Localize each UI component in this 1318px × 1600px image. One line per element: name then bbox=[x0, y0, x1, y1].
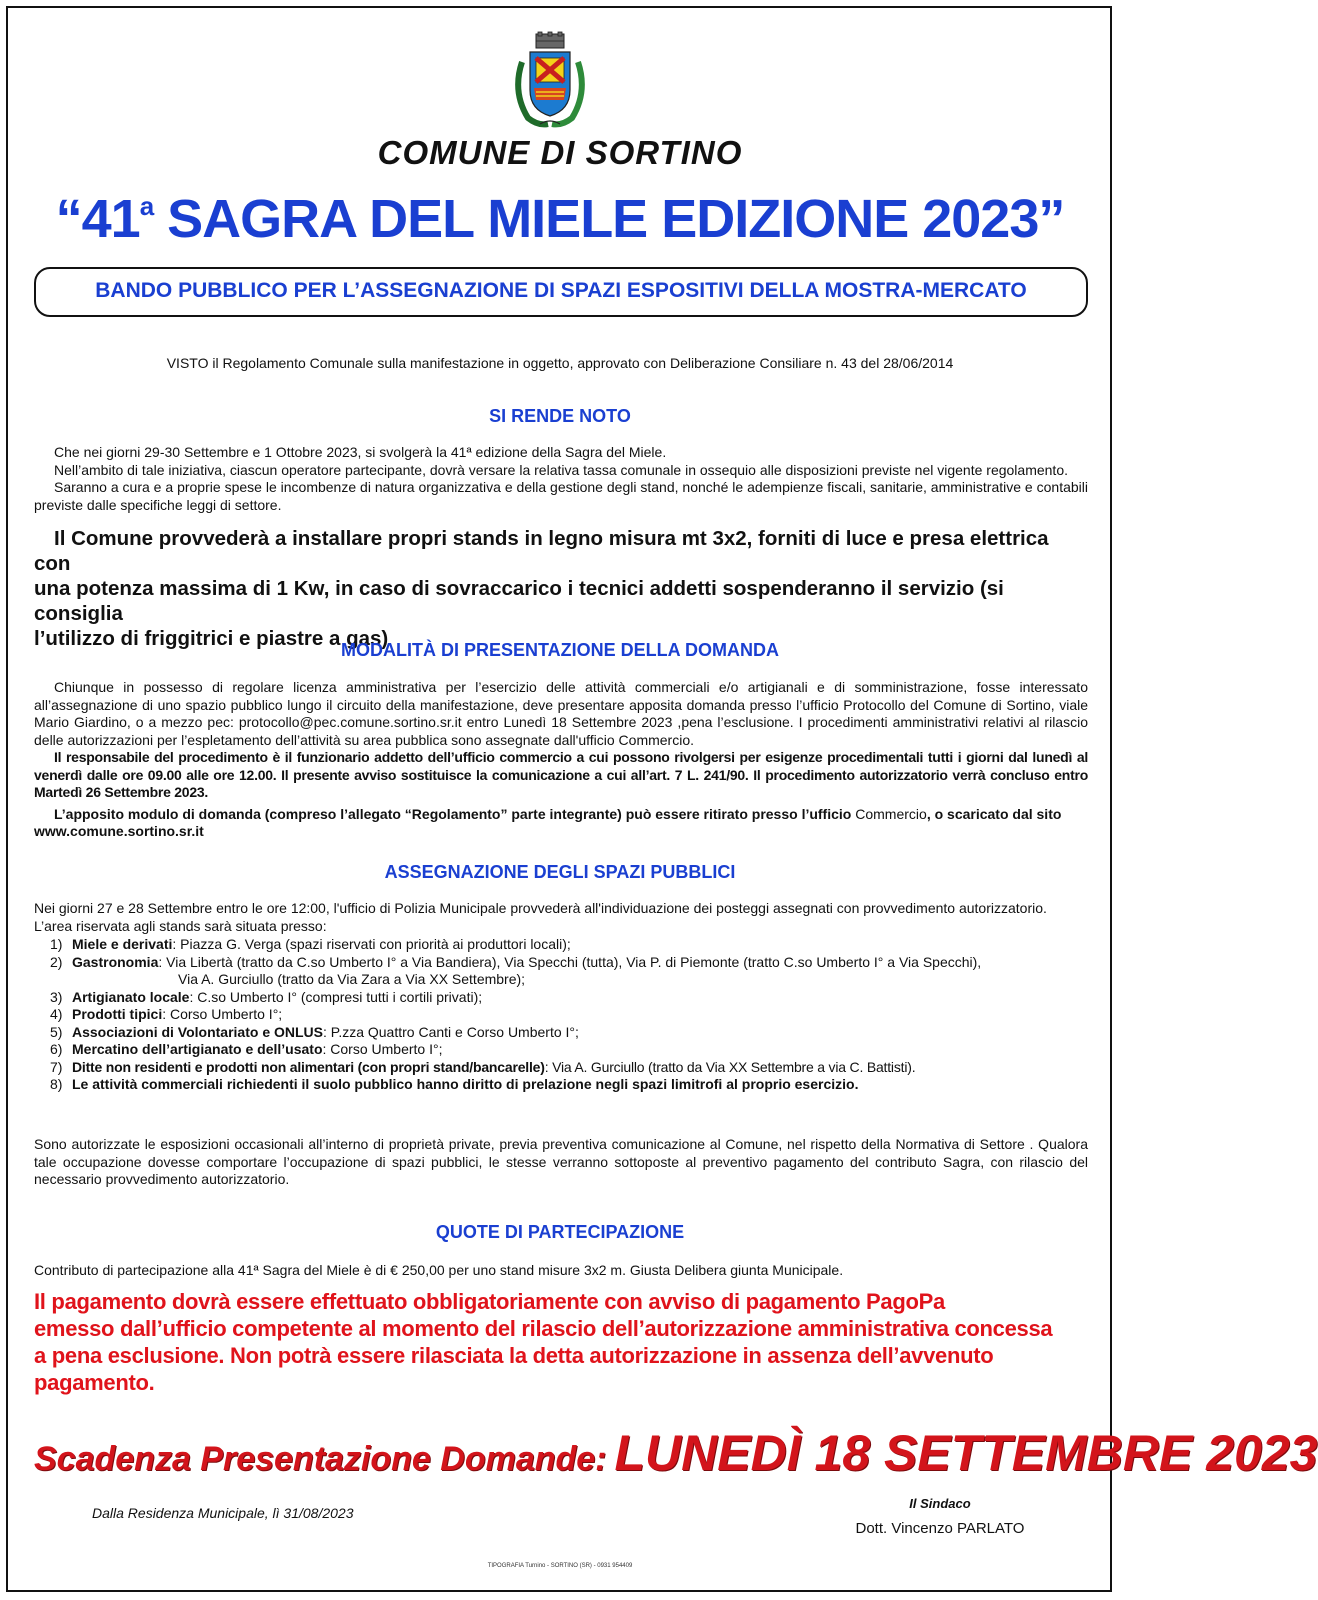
event-title: “41$^a$ SAGRA DEL MIELE EDIZIONE 2023” bbox=[55, 189, 1065, 249]
list-item: 6) Mercatino dell’artigianato e dell’usato: Corso Umberto I°; bbox=[50, 1041, 443, 1057]
payment-warning bbox=[34, 1288, 1094, 1396]
municipality-name: COMUNE DI SORTINO bbox=[377, 134, 743, 171]
paragraph: Che nei giorni 29-30 Settembre e 1 Ottobre 2023, si svolgerà la 41ª edizione della Sagra del Miele. bbox=[54, 444, 667, 460]
heading-si-rende-noto: SI RENDE NOTO bbox=[489, 406, 631, 426]
paragraph: Chiunque in possesso di regolare licenza amministrativa per l’esercizio delle attività commerciali e/o artigianali e di somministrazione, fosse interessato all’assegnazione di uno spazio pubblico lungo il circuito della manifestazione, deve presentare apposita domanda presso l’ufficio Protocollo del Comune di Sortino, viale Mario Giardino, o a mezzo pec: protocollo@pec.comune.sortino.sr.it entro Lunedì 18 Settembre 2023 ,pena l’esclusione. I procedimenti amministrativi relativi al rilascio delle autorizzazioni per l’espletamento dell’attività su area pubblica sono assegnate dall'ufficio Commercio. bbox=[34, 679, 1088, 748]
paragraph: Saranno a cura e a proprie spese le incombenze di natura organizzativa e della gestione degli stand, nonché le adempienze fiscali, sanitarie, amministrative e contabili previste dalle specifiche leggi di settore. bbox=[34, 479, 1088, 513]
place-date: Dalla Residenza Municipale, lì 31/08/2023 bbox=[92, 1505, 354, 1521]
deadline-label: Scadenza Presentazione Domande: bbox=[34, 1440, 607, 1478]
payment-warning-line: Il pagamento dovrà essere effettuato obbligatoriamente con avviso di pagamento PagoPa bbox=[34, 1289, 945, 1314]
heading-assegnazione: ASSEGNAZIONE DEGLI SPAZI PUBBLICI bbox=[384, 862, 736, 882]
contributo-text: Contributo di partecipazione alla 41ª Sagra del Miele è di € 250,00 per uno stand misure 3x2 m. Giusta Delibera giunta Municipale. bbox=[34, 1262, 844, 1278]
list-item: 4) Prodotti tipici: Corso Umberto I°; bbox=[50, 1006, 283, 1022]
paragraph: Nell’ambito di tale iniziativa, ciascun operatore partecipante, dovrà versare la relativa tassa comunale in ossequio alle disposizioni previste nel vigente regolamento. bbox=[54, 461, 1068, 478]
printer-credit: TIPOGRAFIA Turnino - SORTINO (SR) - 0931 954409 bbox=[487, 1563, 633, 1569]
section-modalita bbox=[34, 679, 1088, 841]
list-item: 3) Artigianato locale: C.so Umberto I° (compresi tutti i cortili privati); bbox=[50, 988, 483, 1005]
paragraph: Nei giorni 27 e 28 Settembre entro le ore 12:00, l'ufficio di Polizia Municipale provvederà all'individuazione dei posteggi assegnati con provvedimento autorizzatorio. bbox=[34, 900, 1047, 916]
list-item: 8) Le attività commerciali richiedenti il suolo pubblico hanno diritto di prelazione negli spazi limitrofi al proprio esercizio. bbox=[50, 1076, 859, 1092]
website-link[interactable]: www.comune.sortino.sr.it bbox=[34, 823, 204, 839]
mayor-name: Dott. Vincenzo PARLATO bbox=[855, 1520, 1025, 1537]
list-item: 5) Associazioni di Volontariato e ONLUS: P.zza Quattro Canti e Corso Umberto I°; bbox=[50, 1023, 579, 1040]
paragraph: L’area riservata agli stands sarà situata presso: bbox=[34, 917, 327, 934]
mayor-title: Il Sindaco bbox=[909, 1496, 971, 1511]
stands-notice-line: una potenza massima di 1 Kw, in caso di sovraccarico i tecnici addetti sospenderanno il servizio (si consiglia bbox=[34, 577, 1004, 625]
esposizioni-paragraph: Sono autorizzate le esposizioni occasionali all’interno di proprietà private, previa preventiva comunicazione al Comune, nel rispetto della Normativa di Settore . Qualora tale occupazione dovesse comportare l’occupazione di spazi pubblici, le stesse verranno sottoposte al preventivo pagamento del contributo Sagra, con rilascio del necessario provvedimento autorizzatorio. bbox=[34, 1136, 1088, 1187]
list-item: 1) Miele e derivati: Piazza G. Verga (spazi riservati con priorità ai produttori locali); bbox=[50, 936, 571, 952]
payment-warning-line: emesso dall’ufficio competente al momento del rilascio dell’autorizzazione amministrativa concessa bbox=[34, 1316, 1053, 1341]
paragraph-responsabile: Il responsabile del procedimento è il funzionario addetto dell’ufficio commercio a cui possono rivolgersi per esigenze procedimentali tutti i giorni dal lunedì al venerdì dalle ore 09.00 alle ore 12.00. Il presente avviso sostituisce la comunicazione a cui all’art. 7 L. 241/90. Il procedimento autorizzatorio verrà concluso entro Martedì 26 Settembre 2023. bbox=[34, 749, 1088, 800]
visto-line: VISTO il Regolamento Comunale sulla manifestazione in oggetto, approvato con Deliberazione Consiliare n. 43 del 28/06/2014 bbox=[166, 355, 954, 371]
stands-notice-line: Il Comune provvederà a installare propri stands in legno misura mt 3x2, forniti di luce e presa elettrica con bbox=[34, 527, 1049, 575]
heading-quote: QUOTE DI PARTECIPAZIONE bbox=[435, 1222, 685, 1242]
section-si-rende-noto bbox=[34, 444, 1088, 514]
list-item: 2) Gastronomia: Via Libertà (tratto da C.so Umberto I° a Via Bandiera), Via Specchi (tutta), Via P. di Piemonte (tratto C.so Umberto I° a Via Specchi), bbox=[50, 953, 982, 970]
list-item: 7) Ditte non residenti e prodotti non alimentari (con propri stand/bancarelle): Via A. Gurciullo (tratto da Via XX Settembre a via C. Battisti). bbox=[50, 1058, 916, 1075]
paragraph-modulo: L’apposito modulo di domanda (compreso l’allegato “Regolamento” parte integrante) può essere ritirato presso l’ufficio Commercio, o scaricato dal sito bbox=[54, 805, 1062, 822]
payment-warning-line: a pena esclusione. Non potrà essere rilasciata la detta autorizzazione in assenza dell’avvenuto pagamento. bbox=[34, 1343, 994, 1395]
deadline-date: LUNEDÌ 18 SETTEMBRE 2023 bbox=[614, 1425, 1318, 1481]
locations-list bbox=[50, 936, 1090, 1094]
assegnazione-intro bbox=[34, 900, 1088, 935]
stands-notice-line: l’utilizzo di friggitrici e piastre a gas) bbox=[34, 627, 389, 650]
stands-notice bbox=[34, 526, 1088, 651]
heading-modalita: MODALITÀ DI PRESENTAZIONE DELLA DOMANDA bbox=[341, 640, 779, 660]
deadline-banner bbox=[34, 1424, 1318, 1482]
coat-of-arms-icon bbox=[508, 32, 592, 130]
list-item-continuation: Via A. Gurciullo (tratto da Via Zara a Via XX Settembre); bbox=[178, 971, 526, 987]
bando-subtitle: BANDO PUBBLICO PER L’ASSEGNAZIONE DI SPAZI ESPOSITIVI DELLA MOSTRA-MERCATO bbox=[95, 279, 1027, 302]
